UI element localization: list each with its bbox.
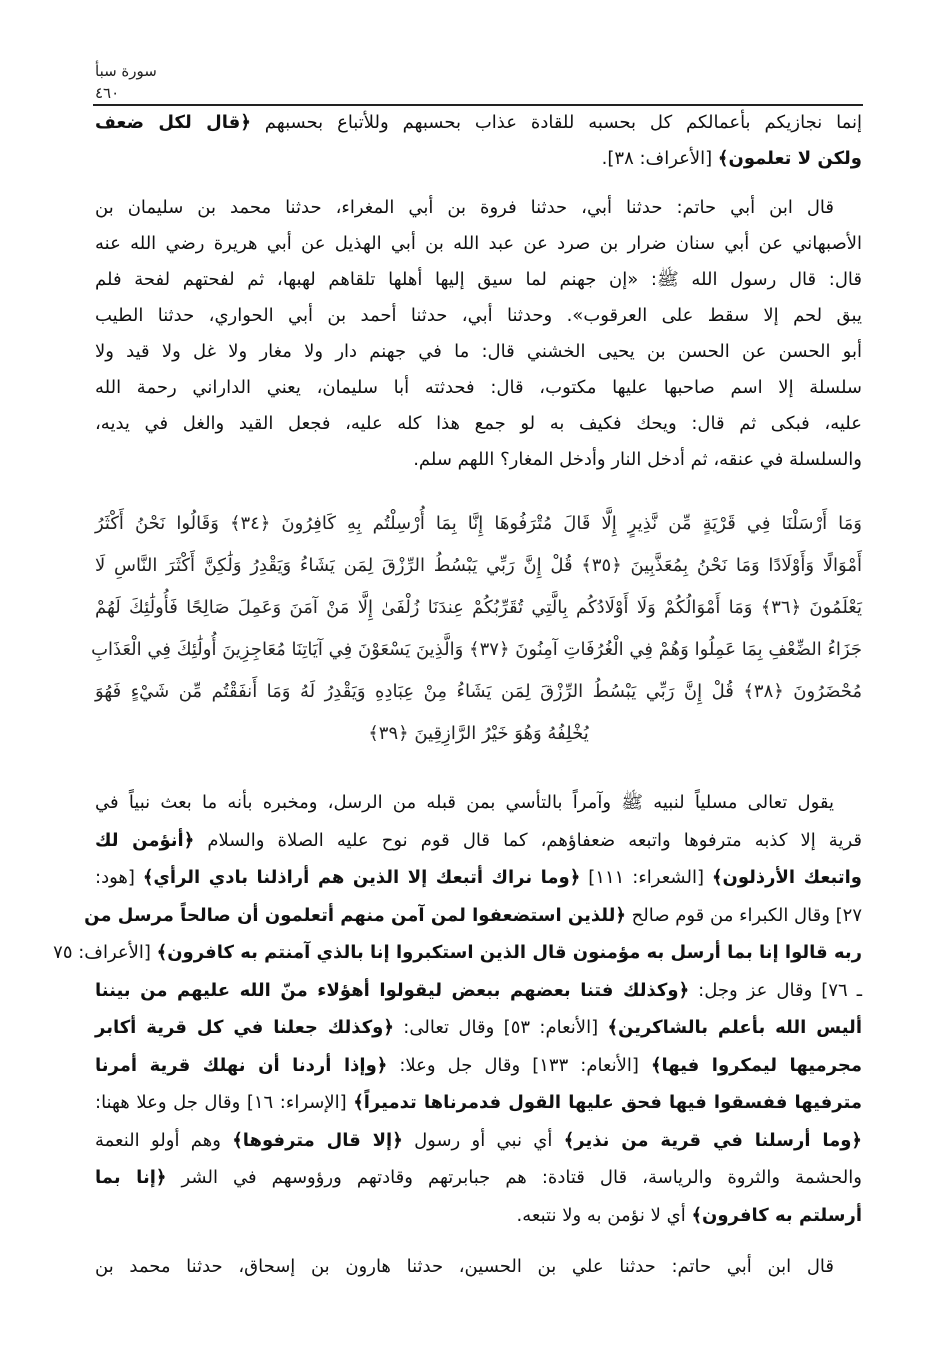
paragraph-commentary (53, 784, 863, 1234)
quoted-verse-text: مترفيها ففسقوا فيها فحق عليها القول فدمرناها تدميراً﴾ (353, 1092, 862, 1113)
body-text: والسلسلة في عنقه، ثم أدخل النار وأدخل المغار؟ اللهم سلم. (413, 449, 862, 470)
text-line (84, 897, 862, 935)
body-text: يَعْلَمُونَ ﴿٣٦﴾ وَمَا أَمْوَالُكُمْ وَلَا أَوْلَادُكُم بِالَّتِي تُقَرِّبُكُمْ عِندَنَا زُلْفَىٰ إِلَّا مَنْ آمَنَ وَعَمِلَ صَالِحًا فَأُولَٰئِكَ لَهُمْ (95, 597, 862, 618)
body-text: مُحْضَرُونَ ﴿٣٨﴾ قُلْ إِنَّ رَبِّي يَبْسُطُ الرِّزْقَ لِمَن يَشَاءُ مِنْ عِبَادِهِ وَيَقْدِرُ لَهُ وَمَا أَنفَقْتُم مِّن شَيْءٍ فَهُوَ (95, 681, 862, 702)
text-line (95, 1047, 862, 1085)
text-line (95, 190, 862, 226)
body-text: قال ابن أبي حاتم: حدثنا علي بن الحسين، حدثنا هارون بن إسحاق، حدثنا محمد بن (95, 1256, 834, 1277)
text-line (95, 262, 862, 298)
text-line (95, 105, 862, 141)
quoted-verse-text: ﴿إلا قال مترفوها﴾ (232, 1129, 403, 1151)
body-text: ـ ٧٦] وقال عز وجل: (689, 979, 862, 1001)
paragraph-final (95, 1248, 862, 1286)
text-line (95, 334, 862, 370)
quran-line (91, 629, 862, 671)
text-line (95, 972, 862, 1010)
body-text: [هود: (95, 867, 143, 888)
body-text: وهم أولو النعمة (95, 1129, 233, 1151)
text-line (95, 784, 862, 822)
quran-line (95, 587, 862, 629)
running-header-surah-title: سورة سبأ (95, 62, 157, 80)
text-line (95, 1122, 862, 1160)
body-text: أَمْوَالًا وَأَوْلَادًا وَمَا نَحْنُ بِمُعَذَّبِينَ ﴿٣٥﴾ قُلْ إِنَّ رَبِّي يَبْسُطُ الرِّزْقَ لِمَن يَشَاءُ وَيَقْدِرُ وَلَٰكِنَّ أَكْثَرَ النَّاسِ لَا (95, 555, 862, 576)
body-text: [الإسراء: ١٦] وقال جل وعلا ههنا: (95, 1092, 354, 1113)
text-line (95, 1248, 862, 1286)
body-text: [الأنعام: ١٣٣] وقال جل وعلا: (387, 1054, 651, 1076)
body-text: يقول تعالى مسلياً لنبيه ﷺ وآمراً بالتأسي بمن قبله من الرسل، ومخبره بأنه ما بعث نبياً في (95, 792, 834, 813)
text-line (95, 406, 862, 442)
paragraph-1 (95, 105, 862, 177)
quoted-verse-text: ﴿للذين استضعفوا لمن آمن منهم أتعلمون أن صالحاً مرسل من (84, 904, 626, 926)
body-text: [الأنعام: ٥٣] وقال تعالى: (393, 1017, 608, 1038)
page-number: ٤٦٠ (95, 84, 120, 102)
body-text: قال: قال رسول الله ﷺ: «إن جهنم لما سيق إليها أهلها تلقاهم لهبها، ثم لفحتهم لفحة فلم (95, 269, 862, 290)
text-line (95, 442, 862, 478)
quoted-verse-text: ﴿وما أرسلنا في قرية من نذير﴾ (563, 1129, 862, 1151)
quoted-verse-text: مجرميها ليمكروا فيها﴾ (650, 1054, 863, 1076)
body-text: يبق لحم إلا سقط على العرقوب». وحدثنا أبي، حدثنا أحمد بن أبي الحواري، حدثنا الطيب (95, 305, 862, 326)
quoted-verse-text: ﴿وكذلك فتنا بعضهم ببعض ليقولوا أهؤلاء منّ الله عليهم من بيننا (95, 979, 690, 1001)
body-text: عليه، فبكى ثم قال: ويحك فكيف به لو جمع هذا كله عليه، فجعل القيد والغل في يديه، (95, 413, 862, 434)
body-text: ٢٧] وقال الكبراء من قوم صالح (625, 904, 862, 926)
body-text: الأصبهاني عن أبي سنان ضرار بن صرد عن عبد الله بن أبي الهذيل عن أبي هريرة رضي الله عنه (95, 233, 862, 254)
body-text: سلسلة إلا اسم صاحبها عليها مكتوب، قال: فحدثته أبا سليمان، يعني الداراني رحمة الله (95, 377, 862, 398)
quoted-verse-text: أرسلتم به كافرون﴾ (691, 1204, 862, 1226)
quoted-verse-text: ﴿إنا بما (95, 1167, 167, 1188)
quran-verses-block (91, 503, 862, 755)
quran-line (95, 713, 862, 755)
text-line (95, 822, 862, 860)
quran-line (95, 671, 862, 713)
body-text: جَزَاءُ الضِّعْفِ بِمَا عَمِلُوا وَهُمْ فِي الْغُرُفَاتِ آمِنُونَ ﴿٣٧﴾ وَالَّذِينَ يَسْعَوْنَ فِي آيَاتِنَا مُعَاجِزِينَ أُولَٰئِكَ فِي الْعَذَابِ (91, 639, 862, 660)
body-text: أي لا نؤمن به ولا نتبعه. (516, 1204, 692, 1226)
text-line (95, 141, 862, 177)
body-text: إنما نجازيكم بأعمالكم كل بحسبه للقادة عذاب بحسبهم وللأتباع بحسبهم (250, 112, 863, 133)
text-line (95, 1084, 862, 1122)
body-text: والحشمة والثروة والرياسة، قال قتادة: هم جبابرتهم وقادتهم ورؤوسهم في الشر (166, 1167, 862, 1188)
body-text: [الشعراء: ١١١] (580, 867, 712, 888)
body-text: أبو الحسن عن الحسن بن يحيى الخشني قال: ما في جهنم دار ولا مغار ولا غل ولا قيد ولا (95, 341, 862, 362)
quran-line (95, 503, 862, 545)
text-line (95, 370, 862, 406)
body-text: أي نبي أو رسول (402, 1129, 564, 1151)
body-text: يُخْلِفُهُ وَهُوَ خَيْرُ الرَّازِقِينَ ﴿٣٩﴾ (368, 723, 589, 744)
text-line (95, 859, 862, 897)
text-line (95, 298, 862, 334)
quoted-verse-text: ولكن لا تعلمون﴾ (717, 148, 862, 169)
body-text: [الأعراف: ٧٥ (53, 942, 157, 963)
text-line (95, 1197, 862, 1235)
quoted-verse-text: ﴿وإذا أردنا أن نهلك قرية أمرنا (95, 1054, 388, 1076)
quoted-verse-text: ﴿أنؤمن لك (95, 829, 195, 851)
text-line (53, 934, 862, 972)
quoted-verse-text: ﴿وكذلك جعلنا في كل قرية أكابر (95, 1017, 394, 1038)
body-text: قال ابن أبي حاتم: حدثنا أبي، حدثنا فروة بن أبي المغراء، حدثنا محمد بن سليمان بن (95, 197, 834, 218)
quoted-verse-text: أليس الله بأعلم بالشاكرين﴾ (607, 1017, 862, 1038)
body-text: وَمَا أَرْسَلْنَا فِي قَرْيَةٍ مِّن نَّذِيرٍ إِلَّا قَالَ مُتْرَفُوهَا إِنَّا بِمَا أُرْسِلْتُم بِهِ كَافِرُونَ ﴿٣٤﴾ وَقَالُوا نَحْنُ أَكْثَرُ (95, 513, 862, 534)
paragraph-hadith (95, 190, 862, 478)
text-line (95, 1159, 862, 1197)
body-text: قرية إلا كذبه مترفوها واتبعه ضعفاؤهم، كما قال قوم نوح عليه الصلاة والسلام (194, 829, 862, 851)
quoted-verse-text: واتبعك الأرذلون﴾ (711, 867, 862, 888)
text-line (95, 1009, 862, 1047)
quoted-verse-text: ﴿وما نراك أتبعك إلا الذين هم أراذلنا بادي الرأي﴾ (142, 867, 581, 888)
quoted-verse-text: ربه قالوا إنا بما أرسل به مؤمنون قال الذين استكبروا إنا بالذي آمنتم به كافرون﴾ (156, 942, 862, 963)
text-line (95, 226, 862, 262)
body-text: [الأعراف: ٣٨]. (601, 148, 718, 169)
quran-line (95, 545, 862, 587)
quoted-verse-text: ﴿قال لكل ضعف (95, 112, 251, 133)
